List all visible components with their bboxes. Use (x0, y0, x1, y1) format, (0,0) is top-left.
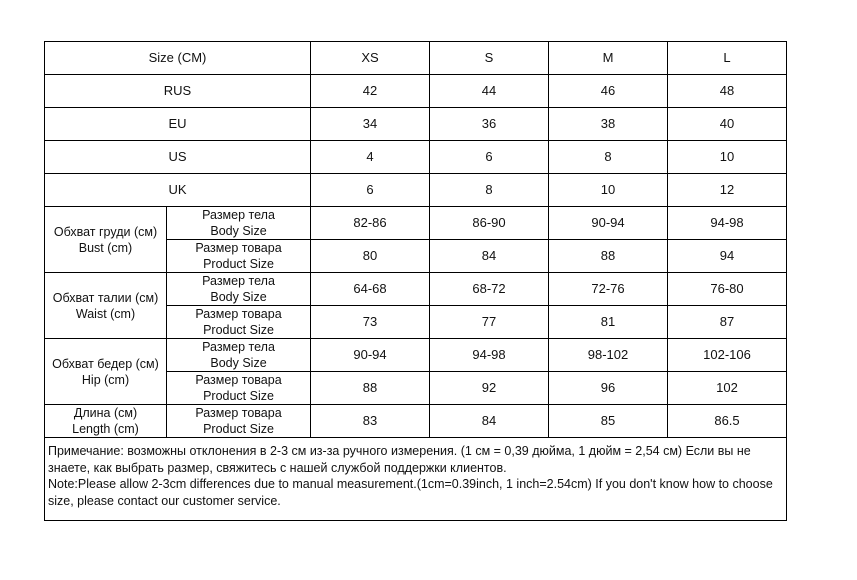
table-cell: 36 (430, 108, 549, 141)
table-cell: 84 (430, 405, 549, 438)
table-row (45, 75, 787, 108)
table-cell: 44 (430, 75, 549, 108)
table-cell: 72-76 (549, 273, 668, 306)
table-cell: 88 (311, 372, 430, 405)
note-text-en: Note:Please allow 2-3cm differences due to manual measurement.(1cm=0.39inch, 1 inch=2.54cm) If you don't know how to choose size, please contact our customer service. (48, 477, 773, 508)
note-text-ru: Примечание: возможны отклонения в 2-3 см из-за ручного измерения. (1 см = 0,39 дюйма, 1 дюйм = 2,54 см) Если вы не знаете, как выбрать размер, свяжитесь с нашей службой поддержки клиентов. (48, 444, 751, 475)
table-cell: 87 (668, 306, 787, 339)
table-cell: 8 (430, 174, 549, 207)
measure-type (167, 273, 311, 306)
table-cell: 10 (549, 174, 668, 207)
table-cell: 82-86 (311, 207, 430, 240)
table-cell: 90-94 (549, 207, 668, 240)
table-cell: 76-80 (668, 273, 787, 306)
table-cell: 77 (430, 306, 549, 339)
table-row (45, 273, 787, 306)
table-cell: 48 (668, 75, 787, 108)
measure-type-en: Product Size (203, 389, 274, 403)
measure-type (167, 405, 311, 438)
measure-type-en: Product Size (203, 257, 274, 271)
size-header-m: M (549, 42, 668, 75)
table-cell: 90-94 (311, 339, 430, 372)
measure-type (167, 339, 311, 372)
group-label-waist (45, 273, 167, 339)
table-cell: 102 (668, 372, 787, 405)
row-label-eu: EU (45, 108, 311, 141)
group-label-en: Length (cm) (72, 422, 139, 436)
measure-type-ru: Размер товара (195, 241, 282, 255)
table-cell: 94 (668, 240, 787, 273)
table-cell: 10 (668, 141, 787, 174)
measure-type-ru: Размер тела (202, 274, 275, 288)
table-row (45, 405, 787, 438)
table-cell: 94-98 (668, 207, 787, 240)
size-header-l: L (668, 42, 787, 75)
header-row (45, 42, 787, 75)
group-label-hip (45, 339, 167, 405)
table-cell: 8 (549, 141, 668, 174)
table-cell: 64-68 (311, 273, 430, 306)
table-cell: 86.5 (668, 405, 787, 438)
table-cell: 80 (311, 240, 430, 273)
table-cell: 6 (311, 174, 430, 207)
measure-type-ru: Размер тела (202, 340, 275, 354)
table-cell: 83 (311, 405, 430, 438)
table-cell: 81 (549, 306, 668, 339)
table-cell: 98-102 (549, 339, 668, 372)
group-label-length (45, 405, 167, 438)
table-row (45, 141, 787, 174)
measure-type-en: Body Size (210, 356, 267, 370)
measure-type-en: Product Size (203, 422, 274, 436)
measure-type (167, 372, 311, 405)
group-label-ru: Обхват талии (см) (52, 290, 159, 305)
measure-type-en: Body Size (210, 290, 267, 304)
note-row (45, 438, 787, 521)
measure-type-ru: Размер товара (195, 406, 282, 420)
table-cell: 96 (549, 372, 668, 405)
table-row (45, 174, 787, 207)
table-cell: 94-98 (430, 339, 549, 372)
row-label-us: US (45, 141, 311, 174)
table-cell: 38 (549, 108, 668, 141)
measure-type-ru: Размер товара (195, 373, 282, 387)
measure-type-ru: Размер тела (202, 208, 275, 222)
table-cell: 86-90 (430, 207, 549, 240)
table-cell: 40 (668, 108, 787, 141)
measure-type-en: Product Size (203, 323, 274, 337)
table-cell: 4 (311, 141, 430, 174)
group-label-en: Bust (cm) (78, 240, 133, 255)
size-chart (44, 41, 786, 521)
table-cell: 85 (549, 405, 668, 438)
table-cell: 34 (311, 108, 430, 141)
table-row (45, 207, 787, 240)
group-label-ru: Длина (см) (73, 406, 138, 420)
note-cell (45, 438, 787, 521)
size-table (44, 41, 787, 521)
table-cell: 92 (430, 372, 549, 405)
measure-type (167, 207, 311, 240)
group-label-ru: Обхват груди (см) (53, 224, 158, 239)
table-cell: 102-106 (668, 339, 787, 372)
table-cell: 12 (668, 174, 787, 207)
table-row (45, 108, 787, 141)
table-cell: 46 (549, 75, 668, 108)
measure-type-ru: Размер товара (195, 307, 282, 321)
row-label-uk: UK (45, 174, 311, 207)
group-label-ru: Обхват бедер (см) (52, 356, 159, 371)
group-label-en: Hip (cm) (81, 372, 130, 387)
table-cell: 88 (549, 240, 668, 273)
group-label-bust (45, 207, 167, 273)
measure-type (167, 240, 311, 273)
size-header-label: Size (CM) (45, 42, 311, 75)
table-cell: 84 (430, 240, 549, 273)
table-cell: 73 (311, 306, 430, 339)
group-label-en: Waist (cm) (75, 306, 136, 321)
table-cell: 6 (430, 141, 549, 174)
measure-type-en: Body Size (210, 224, 267, 238)
size-header-s: S (430, 42, 549, 75)
table-cell: 42 (311, 75, 430, 108)
size-header-xs: XS (311, 42, 430, 75)
table-row (45, 339, 787, 372)
measure-type (167, 306, 311, 339)
table-cell: 68-72 (430, 273, 549, 306)
row-label-rus: RUS (45, 75, 311, 108)
